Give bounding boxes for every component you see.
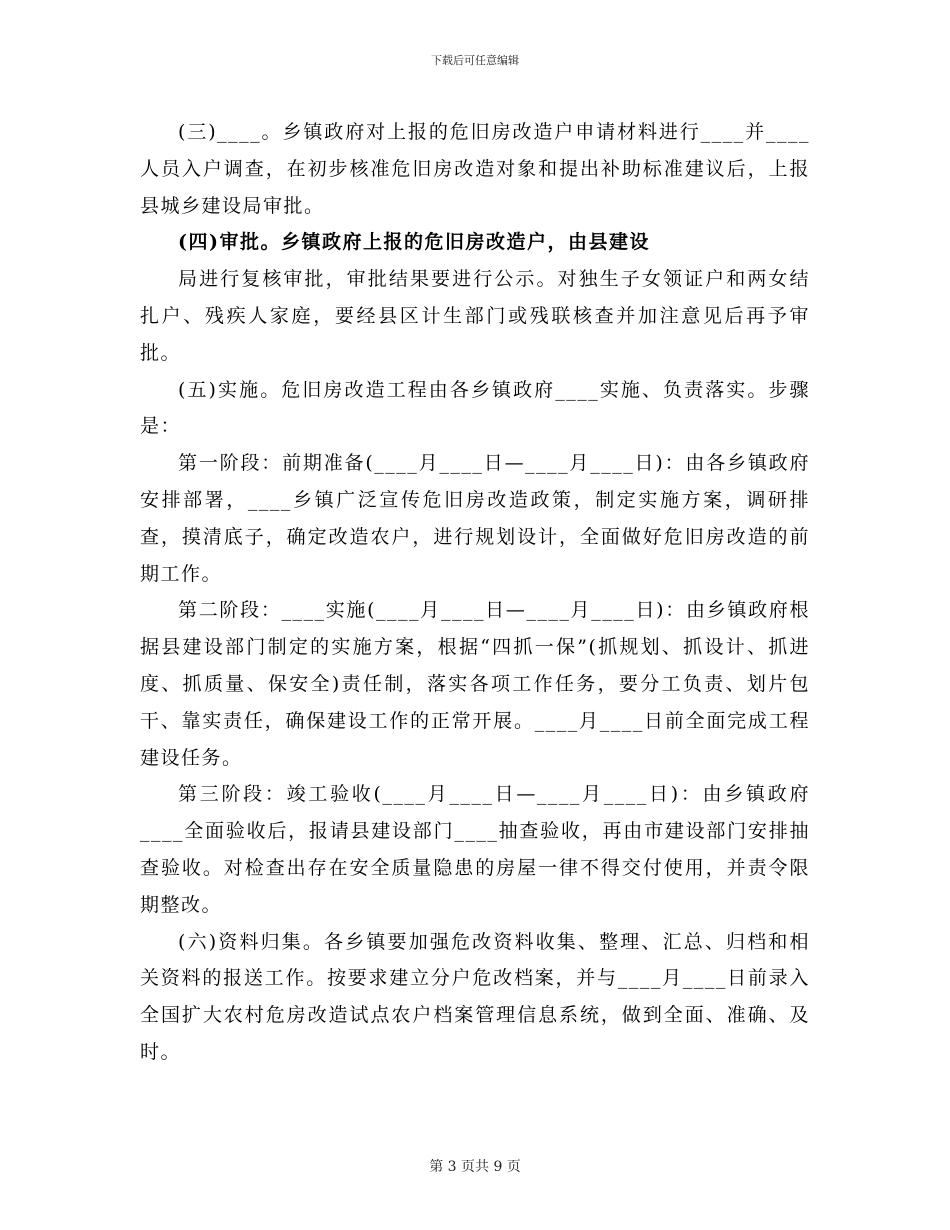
- paragraph-implementation: (五)实施。危旧房改造工程由各乡镇政府____实施、负责落实。步骤是：: [140, 378, 810, 438]
- paragraph-approval-heading: (四)审批。乡镇政府上报的危旧房改造户，由县建设: [178, 231, 650, 254]
- page-number-footer: 第 3 页共 9 页: [429, 1159, 521, 1175]
- paragraph-stage-two: 第二阶段：____实施(____月____日—____月____日)：由乡镇政府根据县建设部门制定的实施方案，根据“四抓一保”(抓规划、抓设计、抓进度、抓质量、保安全)责任制，落实各项工作任务，要分工负责、划片包干、靠实责任，确保建设工作的正常开展。____月____日前全面完成工程建设任务。: [140, 599, 810, 769]
- document-body: [140, 114, 810, 1071]
- paragraph-stage-three: 第三阶段：竣工验收(____月____日—____月____日)：由乡镇政府____全面验收后，报请县建设部门____抽查验收，再由市建设部门安排抽查验收。对检查出存在安全质量隐患的房屋一律不得交付使用，并责令限期整改。: [140, 783, 810, 916]
- paragraph-review-step: (三)____。乡镇政府对上报的危旧房改造户申请材料进行____并____人员入户调查，在初步核准危旧房改造对象和提出补助标准建议后，上报县城乡建设局审批。: [140, 121, 810, 217]
- paragraph-data-archiving: (六)资料归集。各乡镇要加强危改资料收集、整理、汇总、归档和相关资料的报送工作。按要求建立分户危改档案，并与____月____日前录入全国扩大农村危房改造试点农户档案管理信息系统，做到全面、准确、及时。: [140, 930, 810, 1063]
- paragraph-approval-body: 局进行复核审批，审批结果要进行公示。对独生子女领证户和两女结扎户、残疾人家庭，要经县区计生部门或残联核查并加注意见后再予审批。: [140, 268, 810, 364]
- paragraph-stage-one: 第一阶段：前期准备(____月____日—____月____日)：由各乡镇政府安排部署，____乡镇广泛宣传危旧房改造政策，制定实施方案，调研排查，摸清底子，确定改造农户，进行规划设计，全面做好危旧房改造的前期工作。: [140, 452, 810, 585]
- page-header-note: 下载后可任意编辑: [431, 54, 519, 67]
